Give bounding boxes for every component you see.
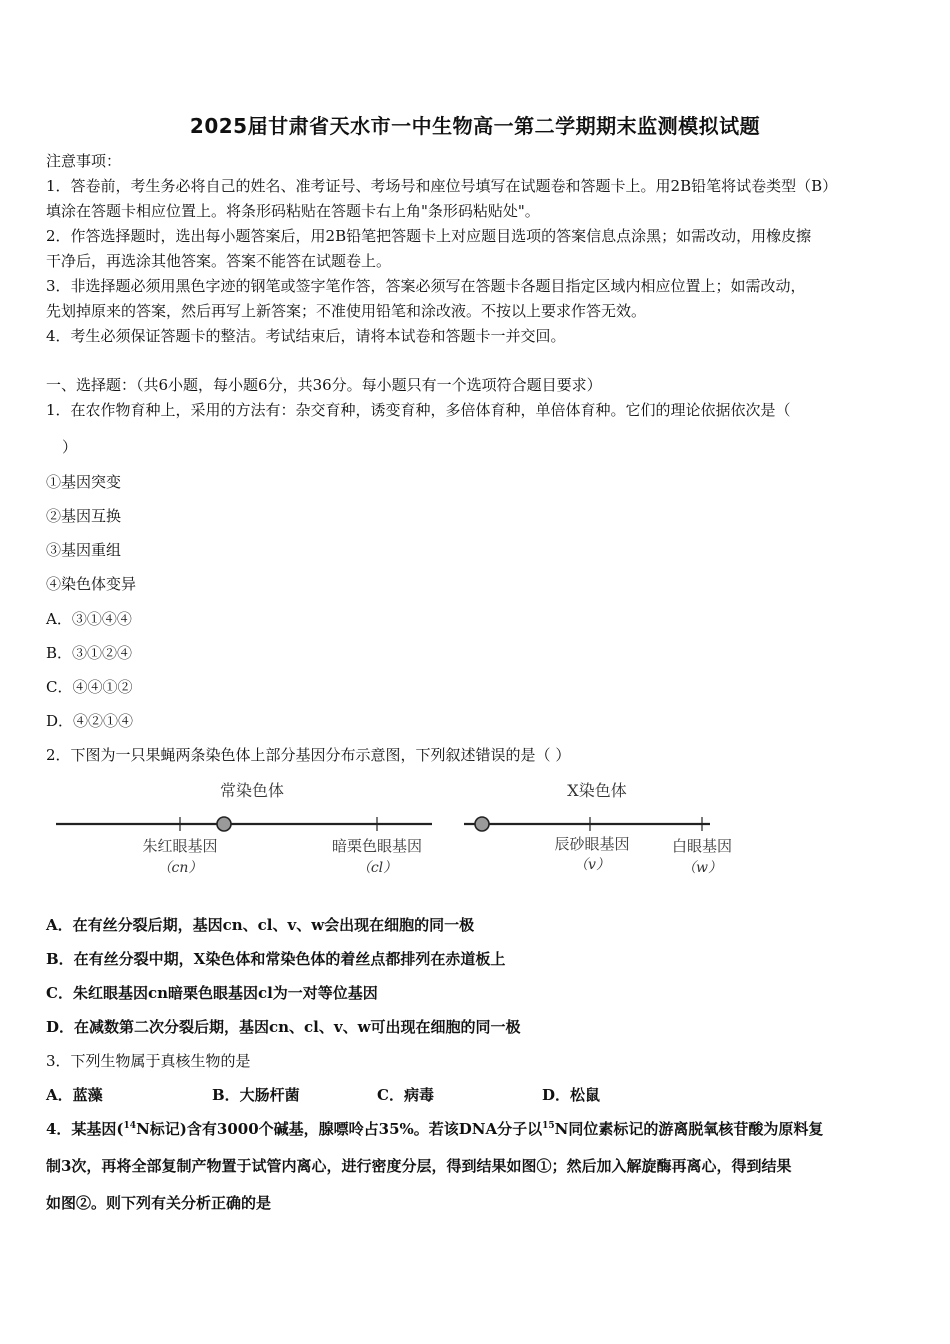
x-centromere — [475, 817, 489, 831]
q1-item: ②基因互换 — [46, 507, 122, 525]
q1-option-b: B．③①②④ — [46, 644, 133, 662]
q3-option-d: D．松鼠 — [542, 1086, 601, 1104]
gene-v-name: 辰砂眼基因 — [554, 835, 630, 853]
notice-line: 1．答卷前，考生务必将自己的姓名、准考证号、考场号和座位号填写在试题卷和答题卡上。用2B铅笔将试卷类型（B） — [46, 177, 838, 195]
gene-cn-symbol: （cn） — [157, 860, 203, 876]
notice-line: 2．作答选择题时，选出每小题答案后，用2B铅笔把答题卡上对应题目选项的答案信息点涂黑；如需改动，用橡皮擦 — [46, 227, 812, 245]
q2-option-c: C．朱红眼基因cn暗栗色眼基因cl为一对等位基因 — [46, 984, 378, 1002]
q3-option-b: B．大肠杆菌 — [212, 1086, 300, 1104]
notice-line: 干净后，再选涂其他答案。答案不能答在试题卷上。 — [46, 252, 392, 270]
q3-option-a: A．蓝藻 — [46, 1086, 103, 1104]
notice-line: 3．非选择题必须用黑色字迹的钢笔或签字笔作答，答案必须写在答题卡各题目指定区域内相应位置上；如需改动， — [46, 277, 806, 295]
q3-option-c: C．病毒 — [377, 1086, 434, 1104]
q4-line2: 制3次，再将全部复制产物置于试管内离心，进行密度分层，得到结果如图①；然后加入解旋酶再离心，得到结果 — [46, 1157, 792, 1175]
chromosome-diagram — [52, 772, 752, 888]
section-heading: 一、选择题：（共6小题，每小题6分，共36分。每小题只有一个选项符合题目要求） — [46, 376, 602, 394]
q4-line3: 如图②。则下列有关分析正确的是 — [46, 1194, 272, 1212]
autosome-centromere — [217, 817, 231, 831]
autosome-label: 常染色体 — [219, 781, 285, 800]
q1-item: ④染色体变异 — [46, 575, 137, 593]
notice-line: 4．考生必须保证答题卡的整洁。考试结束后，请将本试卷和答题卡一并交回。 — [46, 327, 566, 345]
q2-option-a: A．在有丝分裂后期，基因cn、cl、v、w会出现在细胞的同一极 — [46, 916, 475, 934]
q2-option-d: D．在减数第二次分裂后期，基因cn、cl、v、w可出现在细胞的同一极 — [46, 1018, 521, 1036]
q1-stem-end: ） — [62, 438, 78, 456]
q2-option-b: B．在有丝分裂中期，X染色体和常染色体的着丝点都排列在赤道板上 — [46, 950, 506, 968]
q1-option-a: A．③①④④ — [46, 610, 132, 628]
q1-stem: 1．在农作物育种上，采用的方法有：杂交育种，诱变育种，多倍体育种，单倍体育种。它们的理论依据依次是（ — [46, 401, 791, 419]
gene-cl-name: 暗栗色眼基因 — [331, 837, 423, 855]
gene-cl-symbol: （cl） — [356, 860, 398, 876]
q1-item: ③基因重组 — [46, 541, 122, 559]
q4-line1: 4．某基因($^{14}$N标记)含有3000个碱基，腺嘌呤占35%。若该DNA分子以$^{15}$N同位素标记的游离脱氧核苷酸为原料复 — [46, 1120, 824, 1138]
q3-stem: 3．下列生物属于真核生物的是 — [46, 1052, 251, 1070]
q1-option-c: C．④④①② — [46, 678, 133, 696]
notice-line: 先划掉原来的答案，然后再写上新答案；不准使用铅笔和涂改液。不按以上要求作答无效。 — [46, 302, 647, 320]
q1-item: ①基因突变 — [46, 473, 122, 491]
q2-stem: 2．下图为一只果蝇两条染色体上部分基因分布示意图，下列叙述错误的是（ ） — [46, 746, 571, 764]
page-title: 2025届甘肃省天水市一中生物高一第二学期期末监测模拟试题 — [189, 114, 761, 138]
gene-cn-name: 朱红眼基因 — [142, 837, 218, 855]
gene-w-symbol: （w） — [682, 860, 722, 876]
gene-v-symbol: （v） — [574, 857, 610, 873]
notice-line: 填涂在答题卡相应位置上。将条形码粘贴在答题卡右上角"条形码粘贴处"。 — [46, 202, 540, 220]
notice-heading: 注意事项： — [46, 152, 122, 170]
x-label: X染色体 — [567, 781, 627, 800]
q1-option-d: D．④②①④ — [46, 712, 134, 730]
gene-w-name: 白眼基因 — [671, 837, 733, 855]
